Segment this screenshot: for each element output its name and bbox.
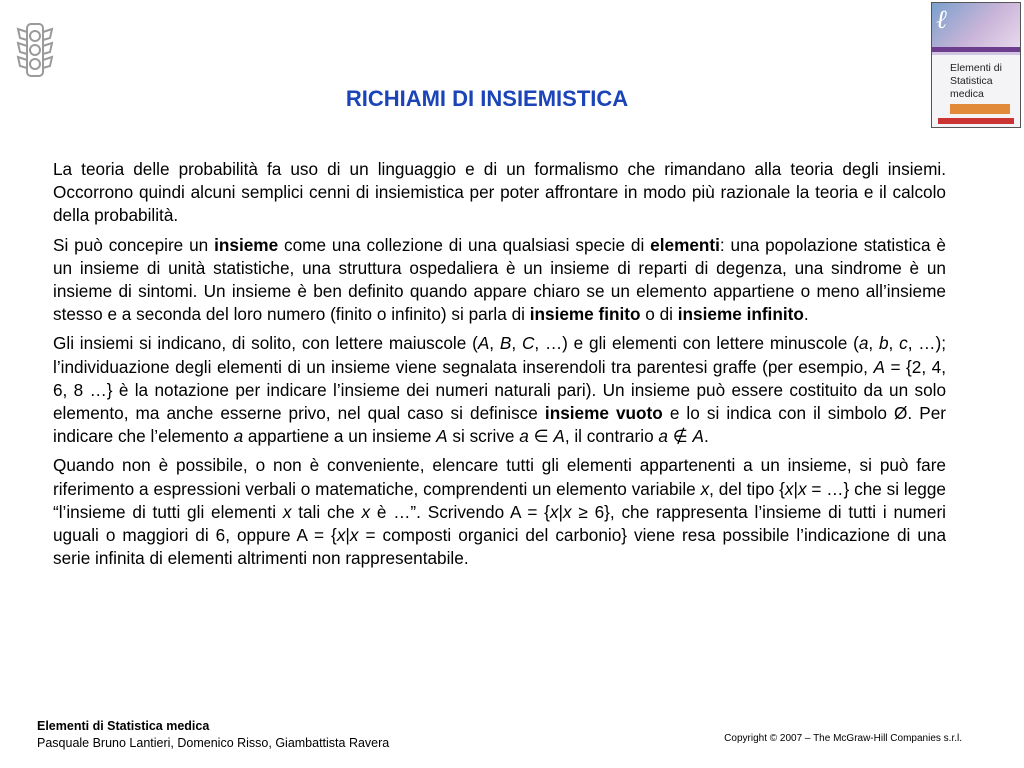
- book-cover-image: ℓ Elementi di Statistica medica: [931, 2, 1021, 128]
- term-elementi: elementi: [650, 234, 720, 255]
- paragraph-3: Gli insiemi si indicano, di solito, con lettere maiuscole (A, B, C, …) e gli elementi con lettere minuscole (a, b, c, …); l’individuazione degli elementi di un insieme viene segnalata inserendoli tra parentesi graffe (per esempio, A = {2, 4, 6, 8 …} è la notazione per indicare l’insieme dei numeri naturali pari). Un insieme può essere costituito da un solo elemento, ma anche esserne privo, nel qual caso si definisce insieme vuoto e lo si indica con il simbolo Ø. Per indicare che l’elemento a appartiene a un insieme A si scrive a ∈ A, il contrario a ∉ A.: [53, 333, 946, 447]
- footer-book-info: [37, 718, 389, 752]
- cover-line: Statistica: [950, 75, 993, 87]
- term-insieme: insieme: [214, 234, 279, 255]
- term-insieme-vuoto: insieme vuoto: [544, 403, 663, 424]
- footer-copyright: Copyright © 2007 – The McGraw-Hill Companies s.r.l.: [724, 733, 962, 744]
- paragraph-1: La teoria delle probabilità fa uso di un linguaggio e di un formalismo che rimandano alla teoria degli insiemi. Occorrono quindi alcuni semplici cenni di insiemistica per poter affrontare in modo più razionale la teoria e il calcolo della probabilità.: [53, 159, 946, 226]
- slide-title: RICHIAMI DI INSIEMISTICA: [345, 86, 629, 111]
- footer-authors: Pasquale Bruno Lantieri, Domenico Risso, Giambattista Ravera: [37, 736, 390, 750]
- term-insieme-infinito: insieme infinito: [677, 304, 804, 325]
- paragraph-4: Quando non è possibile, o non è conveniente, elencare tutti gli elementi appartenenti a un insieme, si può fare riferimento a espressioni verbali o matematiche, comprendenti un elemento variabile x, del tipo {x|x = …} che si legge “l’insieme di tutti gli elementi x tali che x è …”. Scrivendo A = {x|x ≥ 6}, che rappresenta l’insieme di tutti i numeri uguali o maggiori di 6, oppure A = {x|x = composti organici del carbonio} viene resa possibile l’indicazione di una serie infinita di elementi altrimenti non rappresentabile.: [53, 455, 947, 569]
- cover-line: medica: [950, 88, 984, 100]
- traffic-light-icon: [14, 20, 56, 80]
- slide-body: [53, 158, 946, 576]
- cover-line: Elementi di: [950, 62, 1002, 74]
- term-insieme-finito: insieme finito: [529, 304, 641, 325]
- footer-book-title: Elementi di Statistica medica: [37, 719, 210, 733]
- paragraph-2: Si può concepire un insieme come una collezione di una qualsiasi specie di elementi: una popolazione statistica è un insieme di unità statistiche, una struttura ospedaliera è un insieme di reparti di degenza, una sindrome è un insieme di sintomi. Un insieme è ben definito quando appare chiaro se un elemento appartiene o meno all’insieme stesso e a seconda del loro numero (finito o infinito) si parla di insieme finito o di insieme infinito.: [53, 234, 946, 325]
